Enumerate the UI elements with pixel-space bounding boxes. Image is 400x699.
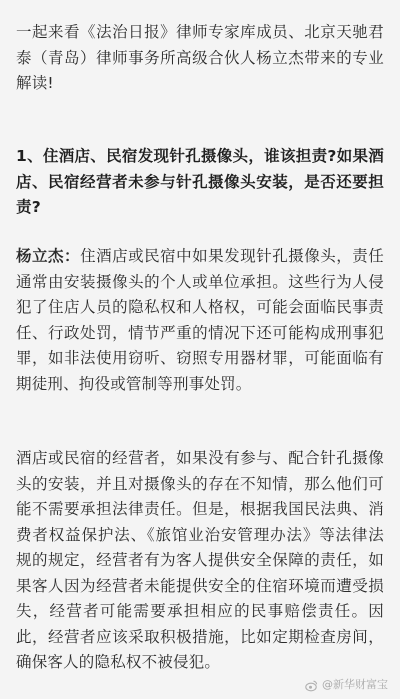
watermark (305, 678, 388, 692)
answer-text: 住酒店或民宿中如果发现针孔摄像头，责任通常由安装摄像头的个人或单位承担。这些行为人侵犯了住店人员的隐私权和人格权，可能会面临民事责任、行政处罚，情节严重的情况下还可能构成刑事犯罪，如非法使用窃听、窃照专用器材罪，可能面临有期徒刑、拘役或管制等刑事处罚。 (16, 247, 384, 393)
weibo-logo-icon (305, 679, 318, 692)
intro-paragraph: 一起来看《法治日报》律师专家库成员、北京天驰君泰（青岛）律师事务所高级合伙人杨立杰带来的专业解读! (16, 23, 384, 92)
answer-paragraph (16, 244, 384, 397)
question-heading: 1、住酒店、民宿发现针孔摄像头，谁该担责?如果酒店、民宿经营者未参与针孔摄像头安装，是否还要担责? (16, 147, 384, 216)
watermark-text: @新华财富宝 (322, 678, 388, 691)
operator-liability-paragraph: 酒店或民宿的经营者，如果没有参与、配合针孔摄像头的安装，并且对摄像头的存在不知情，那么他们可能不需要承担法律责任。但是，根据我国民法典、消费者权益保护法、《旅馆业治安管理办法》等法律法规的规定，经营者有为客人提供安全保障的责任，如果客人因为经营者未能提供安全的住宿环境而遭受损失，经营者可能需要承担相应的民事赔偿责任。因此，经营者应该采取积极措施，比如定期检查房间，确保客人的隐私权不被侵犯。 (16, 449, 384, 671)
answer-speaker: 杨立杰： (16, 247, 81, 265)
